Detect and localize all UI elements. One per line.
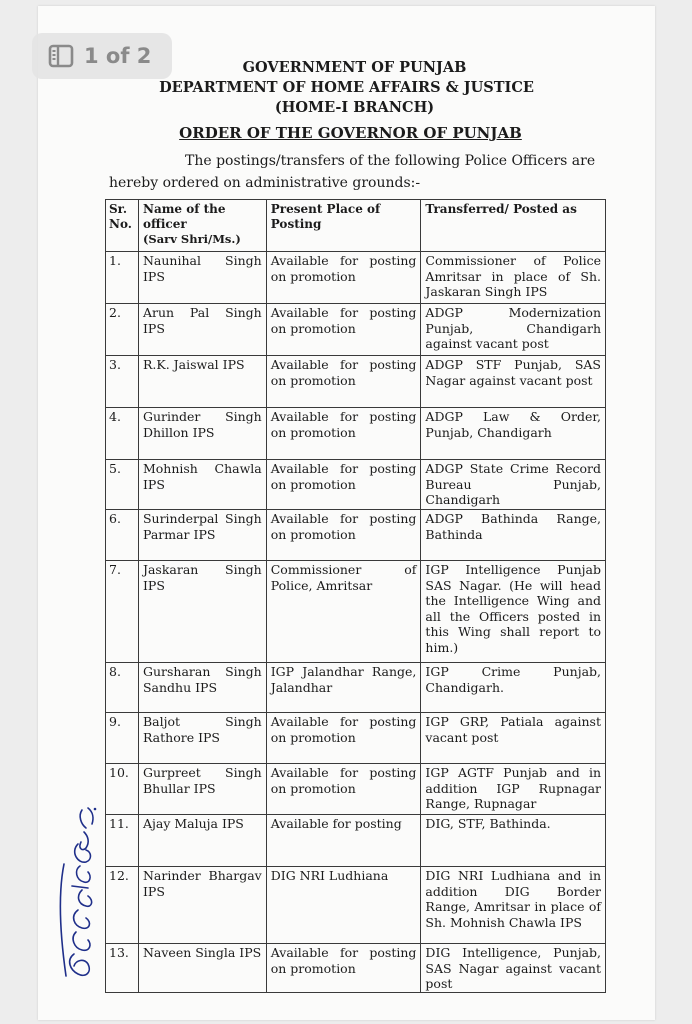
cell-present-posting: Commissioner of Police, Amritsar <box>266 561 421 663</box>
header-present-posting: Present Place of Posting <box>266 200 421 252</box>
cell-sr-no: 13. <box>106 944 139 993</box>
intro-line-2: hereby ordered on administrative grounds:- <box>109 175 421 191</box>
cell-officer-name: Gursharan Singh Sandhu IPS <box>138 663 266 713</box>
table-row <box>106 460 606 510</box>
cell-transferred: IGP Crime Punjab, Chandigarh. <box>421 663 606 713</box>
handwritten-signature <box>48 804 106 984</box>
table-row <box>106 561 606 663</box>
cell-present-posting: Available for posting on promotion <box>266 304 421 356</box>
table-row <box>106 944 606 993</box>
header-department: DEPARTMENT OF HOME AFFAIRS & JUSTICE <box>159 79 534 96</box>
cell-sr-no: 2. <box>106 304 139 356</box>
cell-transferred: DIG, STF, Bathinda. <box>421 815 606 867</box>
cell-present-posting: Available for posting on promotion <box>266 764 421 815</box>
cell-transferred: ADGP Modernization Punjab, Chandigarh against vacant post <box>421 304 606 356</box>
cell-sr-no: 12. <box>106 867 139 944</box>
cell-transferred: ADGP Bathinda Range, Bathinda <box>421 510 606 561</box>
table-row <box>106 304 606 356</box>
header-government: GOVERNMENT OF PUNJAB <box>242 59 467 76</box>
cell-sr-no: 11. <box>106 815 139 867</box>
cell-transferred: IGP GRP, Patiala against vacant post <box>421 713 606 764</box>
cell-present-posting: Available for posting on promotion <box>266 713 421 764</box>
cell-officer-name: Arun Pal Singh IPS <box>138 304 266 356</box>
cell-present-posting: Available for posting <box>266 815 421 867</box>
cell-officer-name: Naveen Singla IPS <box>138 944 266 993</box>
page-indicator[interactable] <box>32 33 172 79</box>
cell-officer-name: Gurinder Singh Dhillon IPS <box>138 408 266 460</box>
cell-present-posting: Available for posting on promotion <box>266 510 421 561</box>
cell-sr-no: 6. <box>106 510 139 561</box>
header-sr-no: Sr. No. <box>106 200 139 252</box>
order-title: ORDER OF THE GOVERNOR OF PUNJAB <box>179 124 522 142</box>
header-officer-name-sub: (Sarv Shri/Ms.) <box>142 232 241 246</box>
cell-present-posting: Available for posting on promotion <box>266 356 421 408</box>
cell-transferred: ADGP STF Punjab, SAS Nagar against vacant post <box>421 356 606 408</box>
cell-present-posting: DIG NRI Ludhiana <box>266 867 421 944</box>
cell-sr-no: 1. <box>106 252 139 304</box>
page-icon <box>48 43 74 69</box>
cell-present-posting: Available for posting on promotion <box>266 460 421 510</box>
cell-transferred: IGP Intelligence Punjab SAS Nagar. (He will head the Intelligence Wing and all the Officers posted in this Wing shall report to him.) <box>421 561 606 663</box>
cell-present-posting: Available for posting on promotion <box>266 252 421 304</box>
cell-sr-no: 10. <box>106 764 139 815</box>
cell-officer-name: Surinderpal Singh Parmar IPS <box>138 510 266 561</box>
cell-sr-no: 5. <box>106 460 139 510</box>
header-branch: (HOME-I BRANCH) <box>274 99 435 116</box>
cell-officer-name: R.K. Jaiswal IPS <box>138 356 266 408</box>
cell-present-posting: Available for posting on promotion <box>266 408 421 460</box>
intro-line-1: The postings/transfers of the following Police Officers are <box>185 153 596 169</box>
cell-present-posting: IGP Jalandhar Range, Jalandhar <box>266 663 421 713</box>
table-row <box>106 510 606 561</box>
table-row <box>106 663 606 713</box>
cell-present-posting: Available for posting on promotion <box>266 944 421 993</box>
header-officer-name <box>138 200 266 252</box>
cell-sr-no: 7. <box>106 561 139 663</box>
cell-officer-name: Gurpreet Singh Bhullar IPS <box>138 764 266 815</box>
page-indicator-label: 1 of 2 <box>84 44 152 68</box>
cell-transferred: DIG Intelligence, Punjab, SAS Nagar against vacant post <box>421 944 606 993</box>
table-row <box>106 713 606 764</box>
table-row <box>106 867 606 944</box>
table-row <box>106 356 606 408</box>
cell-transferred: Commissioner of Police Amritsar in place of Sh. Jaskaran Singh IPS <box>421 252 606 304</box>
cell-sr-no: 8. <box>106 663 139 713</box>
cell-officer-name: Ajay Maluja IPS <box>138 815 266 867</box>
table-row <box>106 815 606 867</box>
cell-sr-no: 3. <box>106 356 139 408</box>
cell-sr-no: 9. <box>106 713 139 764</box>
cell-transferred: DIG NRI Ludhiana and in addition DIG Border Range, Amritsar in place of Sh. Mohnish Chawla IPS <box>421 867 606 944</box>
header-transferred: Transferred/ Posted as <box>421 200 606 252</box>
cell-officer-name: Naunihal Singh IPS <box>138 252 266 304</box>
table-row <box>106 252 606 304</box>
cell-officer-name: Jaskaran Singh IPS <box>138 561 266 663</box>
cell-transferred: ADGP State Crime Record Bureau Punjab, Chandigarh <box>421 460 606 510</box>
table-row <box>106 408 606 460</box>
cell-transferred: ADGP Law & Order, Punjab, Chandigarh <box>421 408 606 460</box>
cell-officer-name: Baljot Singh Rathore IPS <box>138 713 266 764</box>
postings-table <box>105 199 606 993</box>
header-officer-name-label: Name of the officer <box>142 202 226 231</box>
cell-transferred: IGP AGTF Punjab and in addition IGP Rupnagar Range, Rupnagar <box>421 764 606 815</box>
document-page <box>38 6 655 1020</box>
table-header-row <box>106 200 606 252</box>
cell-sr-no: 4. <box>106 408 139 460</box>
table-row <box>106 764 606 815</box>
cell-officer-name: Mohnish Chawla IPS <box>138 460 266 510</box>
cell-officer-name: Narinder Bhargav IPS <box>138 867 266 944</box>
